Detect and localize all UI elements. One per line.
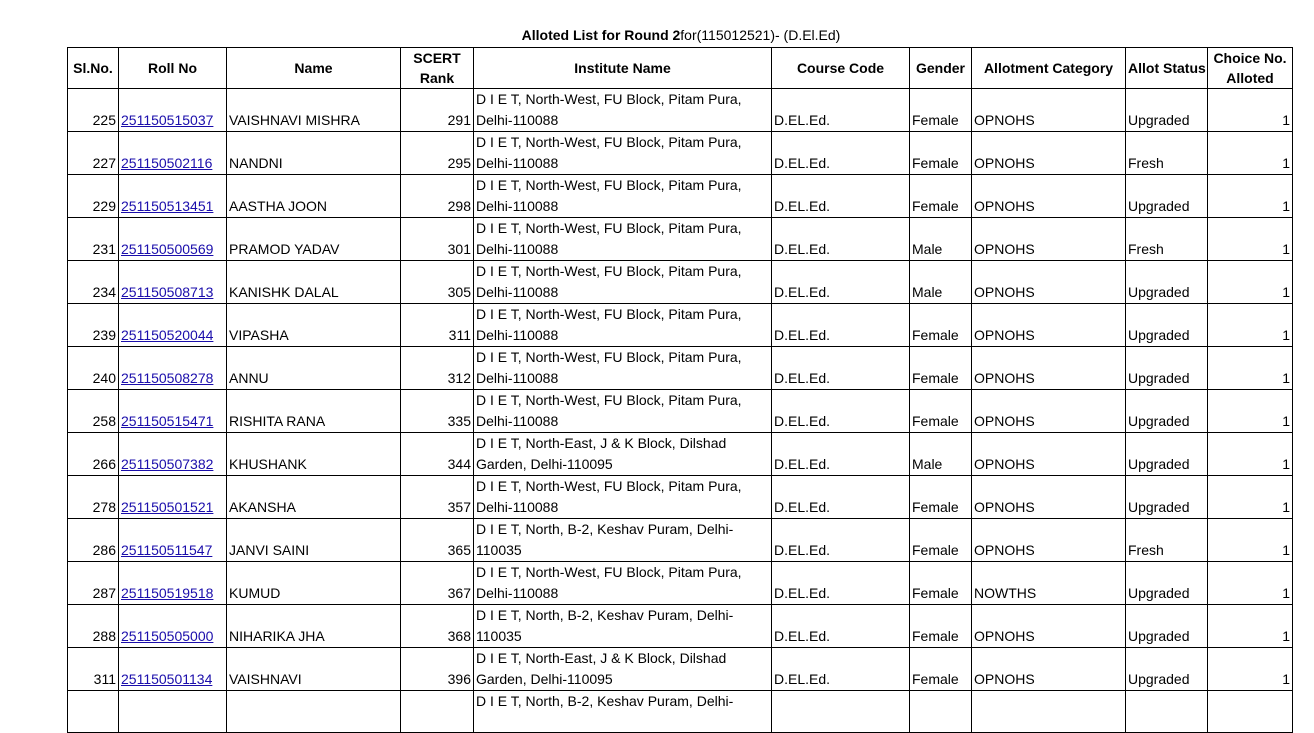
cell-roll-no [119, 433, 227, 476]
cell-scert-rank: 311 [401, 304, 474, 347]
header-roll-no: Roll No [119, 48, 227, 89]
cell-scert-rank: 301 [401, 218, 474, 261]
cell-institute: D I E T, North-West, FU Block, Pitam Pura, Delhi-110088 [474, 132, 772, 175]
cell-sl-no: 234 [68, 261, 119, 304]
roll-no-link[interactable]: 251150502116 [121, 155, 213, 171]
roll-no-link[interactable]: 251150515037 [121, 112, 214, 128]
cell-status [1126, 691, 1208, 733]
cell-name: NANDNI [227, 132, 401, 175]
cell-course-code: D.EL.Ed. [772, 476, 910, 519]
cell-gender: Female [910, 347, 972, 390]
cell-roll-no [119, 175, 227, 218]
cell-name: AASTHA JOON [227, 175, 401, 218]
cell-institute: D I E T, North-West, FU Block, Pitam Pura, Delhi-110088 [474, 476, 772, 519]
table-row [68, 433, 1293, 476]
header-scert-rank: SCERT Rank [401, 48, 474, 89]
header-status: Allot Status [1126, 48, 1208, 89]
cell-scert-rank: 368 [401, 605, 474, 648]
cell-status: Fresh [1126, 132, 1208, 175]
cell-course-code: D.EL.Ed. [772, 562, 910, 605]
cell-gender: Male [910, 218, 972, 261]
cell-gender: Female [910, 304, 972, 347]
cell-scert-rank: 367 [401, 562, 474, 605]
cell-name: JANVI SAINI [227, 519, 401, 562]
cell-course-code [772, 691, 910, 733]
cell-choice: 1 [1208, 175, 1293, 218]
cell-sl-no: 278 [68, 476, 119, 519]
cell-name: VIPASHA [227, 304, 401, 347]
cell-roll-no [119, 605, 227, 648]
cell-choice: 1 [1208, 261, 1293, 304]
cell-roll-no [119, 261, 227, 304]
header-institute: Institute Name [474, 48, 772, 89]
cell-status: Upgraded [1126, 433, 1208, 476]
cell-course-code: D.EL.Ed. [772, 605, 910, 648]
cell-status: Fresh [1126, 218, 1208, 261]
cell-choice: 1 [1208, 347, 1293, 390]
cell-gender: Female [910, 605, 972, 648]
cell-course-code: D.EL.Ed. [772, 261, 910, 304]
header-gender: Gender [910, 48, 972, 89]
cell-course-code: D.EL.Ed. [772, 519, 910, 562]
roll-no-link[interactable]: 251150520044 [121, 327, 214, 343]
cell-institute: D I E T, North-West, FU Block, Pitam Pura, Delhi-110088 [474, 562, 772, 605]
cell-name: KANISHK DALAL [227, 261, 401, 304]
cell-category: OPNOHS [972, 648, 1126, 691]
cell-institute: D I E T, North-West, FU Block, Pitam Pura, Delhi-110088 [474, 218, 772, 261]
cell-status: Upgraded [1126, 605, 1208, 648]
roll-no-link[interactable]: 251150508278 [121, 370, 214, 386]
cell-category: OPNOHS [972, 89, 1126, 132]
header-choice: Choice No. Alloted [1208, 48, 1293, 89]
cell-roll-no [119, 390, 227, 433]
table-row [68, 89, 1293, 132]
cell-choice: 1 [1208, 605, 1293, 648]
cell-scert-rank: 357 [401, 476, 474, 519]
table-row [68, 304, 1293, 347]
cell-institute: D I E T, North-West, FU Block, Pitam Pura, Delhi-110088 [474, 89, 772, 132]
cell-status: Upgraded [1126, 261, 1208, 304]
cell-roll-no [119, 347, 227, 390]
cell-sl-no: 311 [68, 648, 119, 691]
header-name: Name [227, 48, 401, 89]
title-bold: Alloted List for Round 2 [521, 27, 681, 43]
cell-sl-no: 240 [68, 347, 119, 390]
cell-gender: Female [910, 89, 972, 132]
allotment-table [67, 47, 1293, 733]
cell-status: Upgraded [1126, 175, 1208, 218]
cell-gender: Female [910, 175, 972, 218]
cell-name: KUMUD [227, 562, 401, 605]
cell-scert-rank: 365 [401, 519, 474, 562]
cell-sl-no: 229 [68, 175, 119, 218]
cell-status: Upgraded [1126, 562, 1208, 605]
cell-gender: Female [910, 648, 972, 691]
cell-name: VAISHNAVI [227, 648, 401, 691]
cell-category: OPNOHS [972, 132, 1126, 175]
cell-gender: Female [910, 476, 972, 519]
header-sl-no: Sl.No. [68, 48, 119, 89]
cell-course-code: D.EL.Ed. [772, 304, 910, 347]
roll-no-link[interactable]: 251150505000 [121, 628, 214, 644]
title-rest: for(115012521)- (D.El.Ed) [680, 27, 841, 43]
cell-sl-no: 239 [68, 304, 119, 347]
cell-name: AKANSHA [227, 476, 401, 519]
cell-sl-no: 286 [68, 519, 119, 562]
cell-category: OPNOHS [972, 390, 1126, 433]
cell-sl-no: 288 [68, 605, 119, 648]
cell-status: Upgraded [1126, 89, 1208, 132]
cell-institute: D I E T, North-East, J & K Block, Dilshad Garden, Delhi-110095 [474, 433, 772, 476]
cell-category: OPNOHS [972, 261, 1126, 304]
cell-roll-no [119, 562, 227, 605]
cell-course-code: D.EL.Ed. [772, 648, 910, 691]
cell-gender: Female [910, 132, 972, 175]
cell-scert-rank: 295 [401, 132, 474, 175]
cell-category: OPNOHS [972, 433, 1126, 476]
cell-category: OPNOHS [972, 347, 1126, 390]
cell-name: NIHARIKA JHA [227, 605, 401, 648]
cell-category: OPNOHS [972, 304, 1126, 347]
cell-choice: 1 [1208, 132, 1293, 175]
cell-roll-no [119, 476, 227, 519]
cell-roll-no [119, 304, 227, 347]
roll-no-link[interactable]: 251150501134 [121, 671, 213, 687]
header-category: Allotment Category [972, 48, 1126, 89]
cell-course-code: D.EL.Ed. [772, 89, 910, 132]
cell-gender [910, 691, 972, 733]
cell-institute: D I E T, North, B-2, Keshav Puram, Delhi-110035 [474, 605, 772, 648]
cell-institute: D I E T, North-East, J & K Block, Dilshad Garden, Delhi-110095 [474, 648, 772, 691]
cell-gender: Male [910, 261, 972, 304]
cell-status: Upgraded [1126, 390, 1208, 433]
cell-institute: D I E T, North, B-2, Keshav Puram, Delhi- [474, 691, 772, 733]
cell-roll-no [119, 89, 227, 132]
table-row [68, 218, 1293, 261]
cell-scert-rank: 396 [401, 648, 474, 691]
cell-institute: D I E T, North-West, FU Block, Pitam Pura, Delhi-110088 [474, 304, 772, 347]
cell-scert-rank: 305 [401, 261, 474, 304]
cell-name: PRAMOD YADAV [227, 218, 401, 261]
table-row [68, 648, 1293, 691]
cell-status: Upgraded [1126, 476, 1208, 519]
cell-scert-rank: 298 [401, 175, 474, 218]
cell-name: VAISHNAVI MISHRA [227, 89, 401, 132]
cell-choice: 1 [1208, 89, 1293, 132]
cell-name: KHUSHANK [227, 433, 401, 476]
cell-choice: 1 [1208, 519, 1293, 562]
table-row [68, 390, 1293, 433]
roll-no-link[interactable]: 251150513451 [121, 198, 214, 214]
cell-choice [1208, 691, 1293, 733]
cell-status: Upgraded [1126, 648, 1208, 691]
cell-category: OPNOHS [972, 605, 1126, 648]
header-row [68, 48, 1293, 89]
cell-sl-no: 225 [68, 89, 119, 132]
roll-no-link[interactable]: 251150511547 [121, 542, 213, 558]
cell-gender: Female [910, 390, 972, 433]
table-row [68, 562, 1293, 605]
cell-name [227, 691, 401, 733]
cell-roll-no [119, 691, 227, 733]
cell-category [972, 691, 1126, 733]
cell-gender: Female [910, 562, 972, 605]
cell-institute: D I E T, North-West, FU Block, Pitam Pura, Delhi-110088 [474, 261, 772, 304]
cell-course-code: D.EL.Ed. [772, 347, 910, 390]
cell-roll-no [119, 132, 227, 175]
cell-category: OPNOHS [972, 476, 1126, 519]
cell-institute: D I E T, North-West, FU Block, Pitam Pura, Delhi-110088 [474, 175, 772, 218]
cell-institute: D I E T, North, B-2, Keshav Puram, Delhi-110035 [474, 519, 772, 562]
roll-no-link[interactable]: 251150507382 [121, 456, 214, 472]
cell-course-code: D.EL.Ed. [772, 433, 910, 476]
cell-roll-no [119, 218, 227, 261]
cell-sl-no: 227 [68, 132, 119, 175]
cell-gender: Male [910, 433, 972, 476]
cell-scert-rank: 312 [401, 347, 474, 390]
cell-name: RISHITA RANA [227, 390, 401, 433]
cell-sl-no: 258 [68, 390, 119, 433]
cell-category: OPNOHS [972, 175, 1126, 218]
roll-no-link[interactable]: 251150508713 [121, 284, 214, 300]
table-row [68, 132, 1293, 175]
cell-course-code: D.EL.Ed. [772, 132, 910, 175]
cell-sl-no: 231 [68, 218, 119, 261]
cell-choice: 1 [1208, 476, 1293, 519]
cell-scert-rank: 335 [401, 390, 474, 433]
cell-scert-rank: 344 [401, 433, 474, 476]
cell-choice: 1 [1208, 218, 1293, 261]
cell-choice: 1 [1208, 390, 1293, 433]
roll-no-link[interactable]: 251150519518 [121, 585, 214, 601]
cell-choice: 1 [1208, 433, 1293, 476]
cell-course-code: D.EL.Ed. [772, 175, 910, 218]
cell-institute: D I E T, North-West, FU Block, Pitam Pura, Delhi-110088 [474, 390, 772, 433]
header-course-code: Course Code [772, 48, 910, 89]
table-row [68, 605, 1293, 648]
cell-status: Upgraded [1126, 347, 1208, 390]
cell-sl-no [68, 691, 119, 733]
cell-gender: Female [910, 519, 972, 562]
page-title [0, 27, 1314, 43]
cell-sl-no: 287 [68, 562, 119, 605]
cell-category: NOWTHS [972, 562, 1126, 605]
cell-sl-no: 266 [68, 433, 119, 476]
cell-category: OPNOHS [972, 218, 1126, 261]
roll-no-link[interactable]: 251150501521 [121, 499, 214, 515]
cell-choice: 1 [1208, 562, 1293, 605]
cell-roll-no [119, 519, 227, 562]
cell-course-code: D.EL.Ed. [772, 218, 910, 261]
roll-no-link[interactable]: 251150500569 [121, 241, 214, 257]
table-row [68, 261, 1293, 304]
table-row [68, 519, 1293, 562]
roll-no-link[interactable]: 251150515471 [121, 413, 214, 429]
cell-name: ANNU [227, 347, 401, 390]
cell-institute: D I E T, North-West, FU Block, Pitam Pura, Delhi-110088 [474, 347, 772, 390]
cell-scert-rank: 291 [401, 89, 474, 132]
table-row [68, 347, 1293, 390]
cell-status: Upgraded [1126, 304, 1208, 347]
cell-choice: 1 [1208, 648, 1293, 691]
cell-scert-rank [401, 691, 474, 733]
table-row [68, 175, 1293, 218]
cell-roll-no [119, 648, 227, 691]
cell-choice: 1 [1208, 304, 1293, 347]
cell-course-code: D.EL.Ed. [772, 390, 910, 433]
cell-category: OPNOHS [972, 519, 1126, 562]
cell-status: Fresh [1126, 519, 1208, 562]
table-row [68, 691, 1293, 733]
table-row [68, 476, 1293, 519]
